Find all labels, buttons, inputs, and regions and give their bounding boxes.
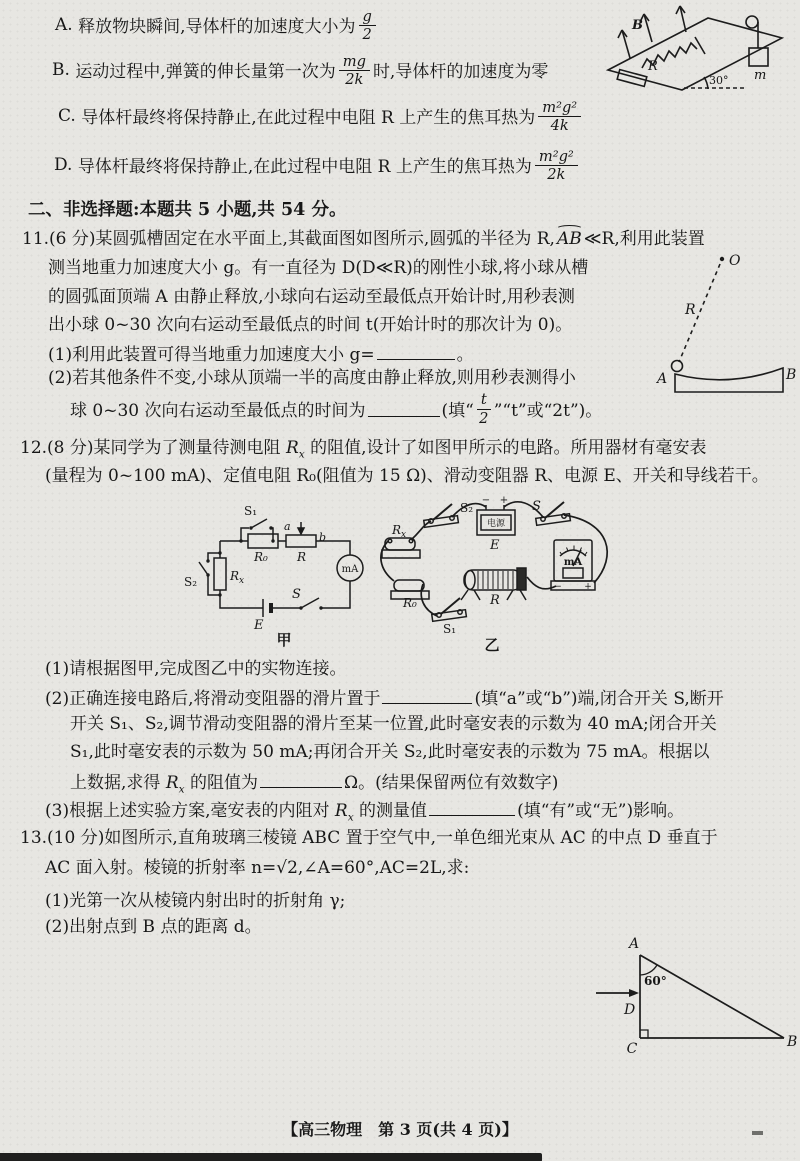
q12-line-1 <box>20 438 707 462</box>
option-d-label: D. <box>54 154 73 175</box>
s1-label: S₁ <box>244 504 258 518</box>
r0-label: R₀ <box>403 596 417 610</box>
q12-part3-text3: (填“有”或“无”)影响。 <box>517 801 685 821</box>
option-c-text: 导体杆最终将保持静止,在此过程中电阻 R 上产生的焦耳热为 <box>81 108 536 129</box>
q13-part1: (1)光第一次从棱镜内射出时的折射角 γ; <box>45 891 346 911</box>
wiper-arrowhead <box>298 528 304 534</box>
unknown-resistor <box>214 558 226 590</box>
field-arrows <box>618 6 686 58</box>
meter-label: mA <box>563 557 583 568</box>
s2-bypass <box>199 553 220 595</box>
resistor <box>617 70 647 87</box>
variable-R: R <box>334 801 348 821</box>
switch-s-label: S <box>292 587 301 602</box>
rheostat-label: R <box>297 550 307 564</box>
switch-s1 <box>432 598 467 621</box>
fraction: $\frac{g}{2}$ <box>359 9 376 43</box>
q12-part2-text5: Ω。(结果保留两位有效数字) <box>343 773 559 793</box>
nodes <box>206 526 322 609</box>
option-b-text1: 运动过程中,弹簧的伸长量第一次为 <box>75 62 336 83</box>
option-b <box>52 53 548 87</box>
figure-1-caption: 甲 <box>276 631 292 648</box>
q12-part3-text2: 的测量值 <box>353 801 428 821</box>
q12-part2-line3: S₁,此时毫安表的示数为 50 mA;再闭合开关 S₂,此时毫安表的示数为 75 mA。根据以 <box>70 742 710 762</box>
q11-part2-fill-open: (填“ <box>441 400 474 421</box>
center-label: O <box>729 253 741 269</box>
right-angle-mark <box>640 1030 648 1038</box>
circuit-board-figure <box>380 496 630 654</box>
q11-line-1a: 11.(6 分)某圆弧槽固定在水平面上,其截面图如图所示,圆弧的半径为 R, <box>22 229 555 249</box>
q11-line-2: 测当地重力加速度大小 g。有一直径为 D(D≪R)的刚性小球,将小球从槽 <box>48 258 589 278</box>
vertex-c-label: C <box>626 1041 638 1057</box>
q12-line-1a: 12.(8 分)某同学为了测量待测电阻 <box>20 438 286 458</box>
option-c <box>58 99 584 133</box>
option-b-label: B. <box>52 59 70 80</box>
answer-blank <box>382 686 472 704</box>
option-a <box>55 8 379 42</box>
q11-part2-line1: (2)若其他条件不变,小球从顶端一半的高度由静止释放,则用秒表测得小 <box>48 368 576 388</box>
option-a-text: 释放物块瞬间,导体杆的加速度大小为 <box>78 17 356 38</box>
s1-label: S₁ <box>443 622 457 636</box>
subscript-x: x <box>298 448 305 461</box>
q12-part2-text2: (填“a”或“b”)端,闭合开关 S,断开 <box>474 689 724 709</box>
rx-label: $R_x$ <box>230 569 245 586</box>
q11-line-4: 出小球 0~30 次向右运动至最低点的时间 t(开始计时的那次计为 0)。 <box>48 315 573 335</box>
angle-label: 30° <box>709 74 729 87</box>
rheostat-label: R <box>490 593 500 608</box>
q12-part2-text4: 的阻值为 <box>184 773 258 793</box>
q11-part1 <box>48 342 474 366</box>
fraction: $\frac{mg}{2k}$ <box>339 54 370 88</box>
q11-part2-text: 球 0~30 次向右运动至最低点的时间为 <box>70 400 366 421</box>
option-c-label: C. <box>58 105 76 126</box>
triangle-outline <box>640 955 784 1038</box>
r0-label: R₀ <box>254 550 268 564</box>
fraction: $\frac{t}{2}$ <box>477 392 491 426</box>
variable-R: R <box>285 438 299 458</box>
q11-line-1b: ≪R,利用此装置 <box>583 229 705 249</box>
vertex-a-label: A <box>628 936 640 952</box>
switch-s-blade <box>301 598 319 608</box>
answer-blank <box>429 798 515 816</box>
q11-part2-line2 <box>70 390 602 426</box>
groove-block <box>675 368 783 392</box>
q12-part3-text1: (3)根据上述实验方案,毫安表的内阻对 <box>45 801 335 821</box>
point-b-label: B <box>786 367 797 383</box>
subscript-x: x <box>178 783 185 796</box>
radius-label: R <box>685 302 696 318</box>
s2-label: S₂ <box>184 575 198 589</box>
option-d-text: 导体杆最终将保持静止,在此过程中电阻 R 上产生的焦耳热为 <box>77 157 532 178</box>
plus-terminal: + <box>499 496 509 506</box>
answer-blank <box>368 399 440 417</box>
s1-bypass <box>241 519 273 541</box>
scan-mark-artifact <box>752 1131 763 1135</box>
terminal-a-label: a <box>284 520 291 533</box>
s2-label: S₂ <box>460 501 474 515</box>
ray-arrowhead <box>629 989 639 997</box>
q11-line-3: 的圆弧面顶端 A 由静止释放,小球向右运动至最低点开始计时,用秒表测 <box>48 287 575 307</box>
angle-label: 60° <box>644 974 667 988</box>
q12-line-2: (量程为 0~100 mA)、定值电阻 R₀(阻值为 15 Ω)、滑动变阻器 R、电源 E、开关和导线若干。 <box>45 466 769 486</box>
arc-over-AB: AB <box>556 229 582 249</box>
meter-plus: + <box>584 582 592 592</box>
fraction: $\frac{\text{m²g²}}{2k}$ <box>535 149 578 183</box>
pulley <box>746 16 758 28</box>
q11-line-1 <box>22 229 705 250</box>
q12-part2-text1: (2)正确连接电路后,将滑动变阻器的滑片置于 <box>45 689 381 709</box>
q12-part2-text3: 上数据,求得 <box>70 773 166 793</box>
q11-part1-period: 。 <box>456 345 474 365</box>
q12-part2-line1 <box>45 686 724 710</box>
fraction: $\frac{\text{m²g²}}{4k}$ <box>538 100 581 134</box>
battery-label: E <box>490 538 500 553</box>
arc-groove-diagram <box>643 246 798 398</box>
ball <box>672 361 683 372</box>
switch-s-label: S <box>532 499 541 514</box>
conductor-rod <box>695 37 705 54</box>
q13-line-2: AC 面入射。棱镜的折射率 n=√2,∠A=60°,AC=2L,求: <box>45 858 470 878</box>
q11-part1-text: (1)利用此装置可得当地重力加速度大小 g= <box>48 345 375 365</box>
vertex-b-label: B <box>787 1034 798 1050</box>
center-point <box>720 257 724 261</box>
prism-triangle-diagram <box>588 933 798 1063</box>
incline-spring-diagram <box>596 2 796 114</box>
q13-part2: (2)出射点到 B 点的距离 d。 <box>45 917 262 937</box>
q12-part1: (1)请根据图甲,完成图乙中的实物连接。 <box>45 659 347 679</box>
q13-line-1: 13.(10 分)如图所示,直角玻璃三棱镜 ABC 置于空气中,一单色细光束从 AC 的中点 D 垂直于 <box>20 828 718 848</box>
mass-label: m <box>754 68 767 83</box>
meter-label: mA <box>341 564 359 575</box>
option-b-text2: 时,导体杆的加速度为零 <box>372 62 549 83</box>
wires <box>220 541 350 608</box>
field-label: B <box>632 18 643 33</box>
resistor-label: R <box>648 59 658 74</box>
circuit-schematic-figure <box>183 498 398 648</box>
option-a-label: A. <box>55 14 73 35</box>
q12-part2-line2: 开关 S₁、S₂,调节滑动变阻器的滑片至某一位置,此时毫安表的示数为 40 mA;闭合开关 <box>70 714 717 734</box>
scan-edge-artifact <box>0 1153 542 1161</box>
point-d-label: D <box>624 1002 636 1018</box>
rx-label: $R_x$ <box>392 523 407 540</box>
answer-blank <box>260 770 342 788</box>
meter-minus: − <box>554 582 562 592</box>
q12-part2-line4 <box>70 770 558 797</box>
power-label: 电源 <box>486 519 506 529</box>
page-footer: 【高三物理 第 3 页(共 4 页)】 <box>282 1120 518 1139</box>
option-d <box>54 148 581 182</box>
subscript-x: x <box>347 811 354 824</box>
rheostat <box>286 535 316 547</box>
terminal-b-label: b <box>319 531 327 544</box>
section-heading: 二、非选择题:本题共 5 小题,共 54 分。 <box>28 200 347 220</box>
point-a-label: A <box>657 371 668 387</box>
answer-blank <box>377 342 455 360</box>
battery-label: E <box>254 618 264 633</box>
q12-part3 <box>45 798 684 825</box>
q11-part2-fill-close: ”“t”或“2t”)。 <box>493 400 603 421</box>
q12-line-1b: 的阻值,设计了如图甲所示的电路。所用器材有毫安表 <box>304 438 707 458</box>
minus-terminal: − <box>481 496 491 506</box>
variable-R: R <box>165 773 179 793</box>
figure-2-caption: 乙 <box>484 636 500 654</box>
